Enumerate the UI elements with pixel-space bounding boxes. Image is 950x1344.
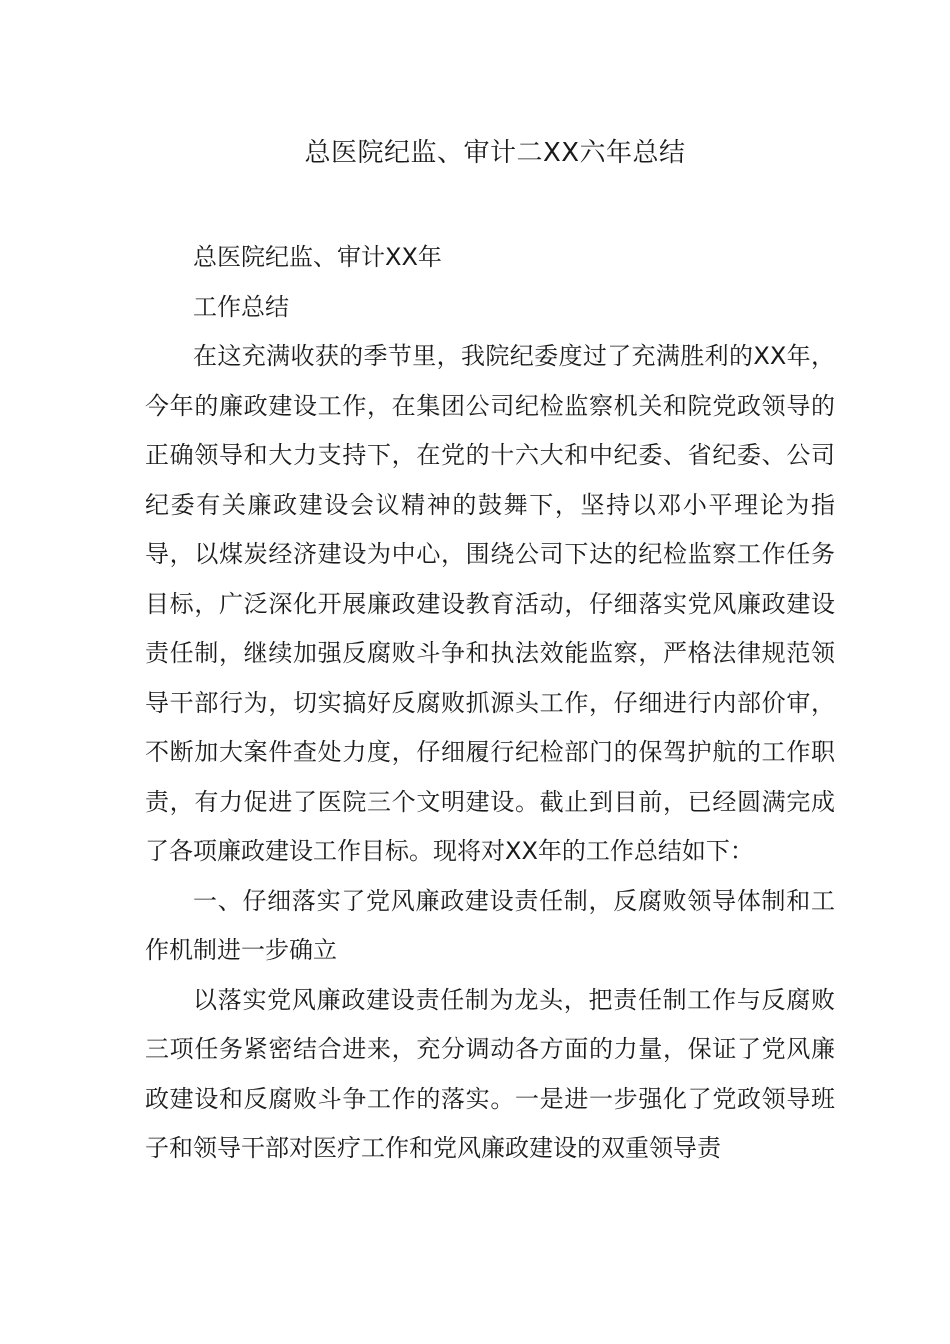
document-body xyxy=(145,233,835,1174)
paragraph-intro: 在这充满收获的季节里，我院纪委度过了充满胜利的XX年，今年的廉政建设工作，在集团公司纪检监察机关和院党政领导的正确领导和大力支持下，在党的十六大和中纪委、省纪委、公司纪委有关廉政建设会议精神的鼓舞下，坚持以邓小平理论为指导，以煤炭经济建设为中心，围绕公司下达的纪检监察工作任务目标，广泛深化开展廉政建设教育活动，仔细落实党风廉政建设责任制，继续加强反腐败斗争和执法效能监察，严格法律规范领导干部行为，切实搞好反腐败抓源头工作，仔细进行内部价审，不断加大案件查处力度，仔细履行纪检部门的保驾护航的工作职责，有力促进了医院三个文明建设。截止到目前，已经圆满完成了各项廉政建设工作目标。现将对XX年的工作总结如下： xyxy=(145,342,835,865)
paragraph-section-1: 以落实党风廉政建设责任制为龙头，把责任制工作与反腐败三项任务紧密结合进来，充分调动各方面的力量，保证了党风廉政建设和反腐败斗争工作的落实。一是进一步强化了党政领导班子和领导干部对医疗工作和党风廉政建设的双重领导责 xyxy=(145,985,835,1162)
paragraph-subtitle-line-2: 工作总结 xyxy=(193,292,289,321)
section-heading-1: 一、仔细落实了党风廉政建设责任制，反腐败领导体制和工作机制进一步确立 xyxy=(145,886,835,964)
document-title: 总医院纪监、审计二XX六年总结 xyxy=(304,138,686,168)
paragraph-subtitle-line-1: 总医院纪监、审计XX年 xyxy=(193,243,442,271)
